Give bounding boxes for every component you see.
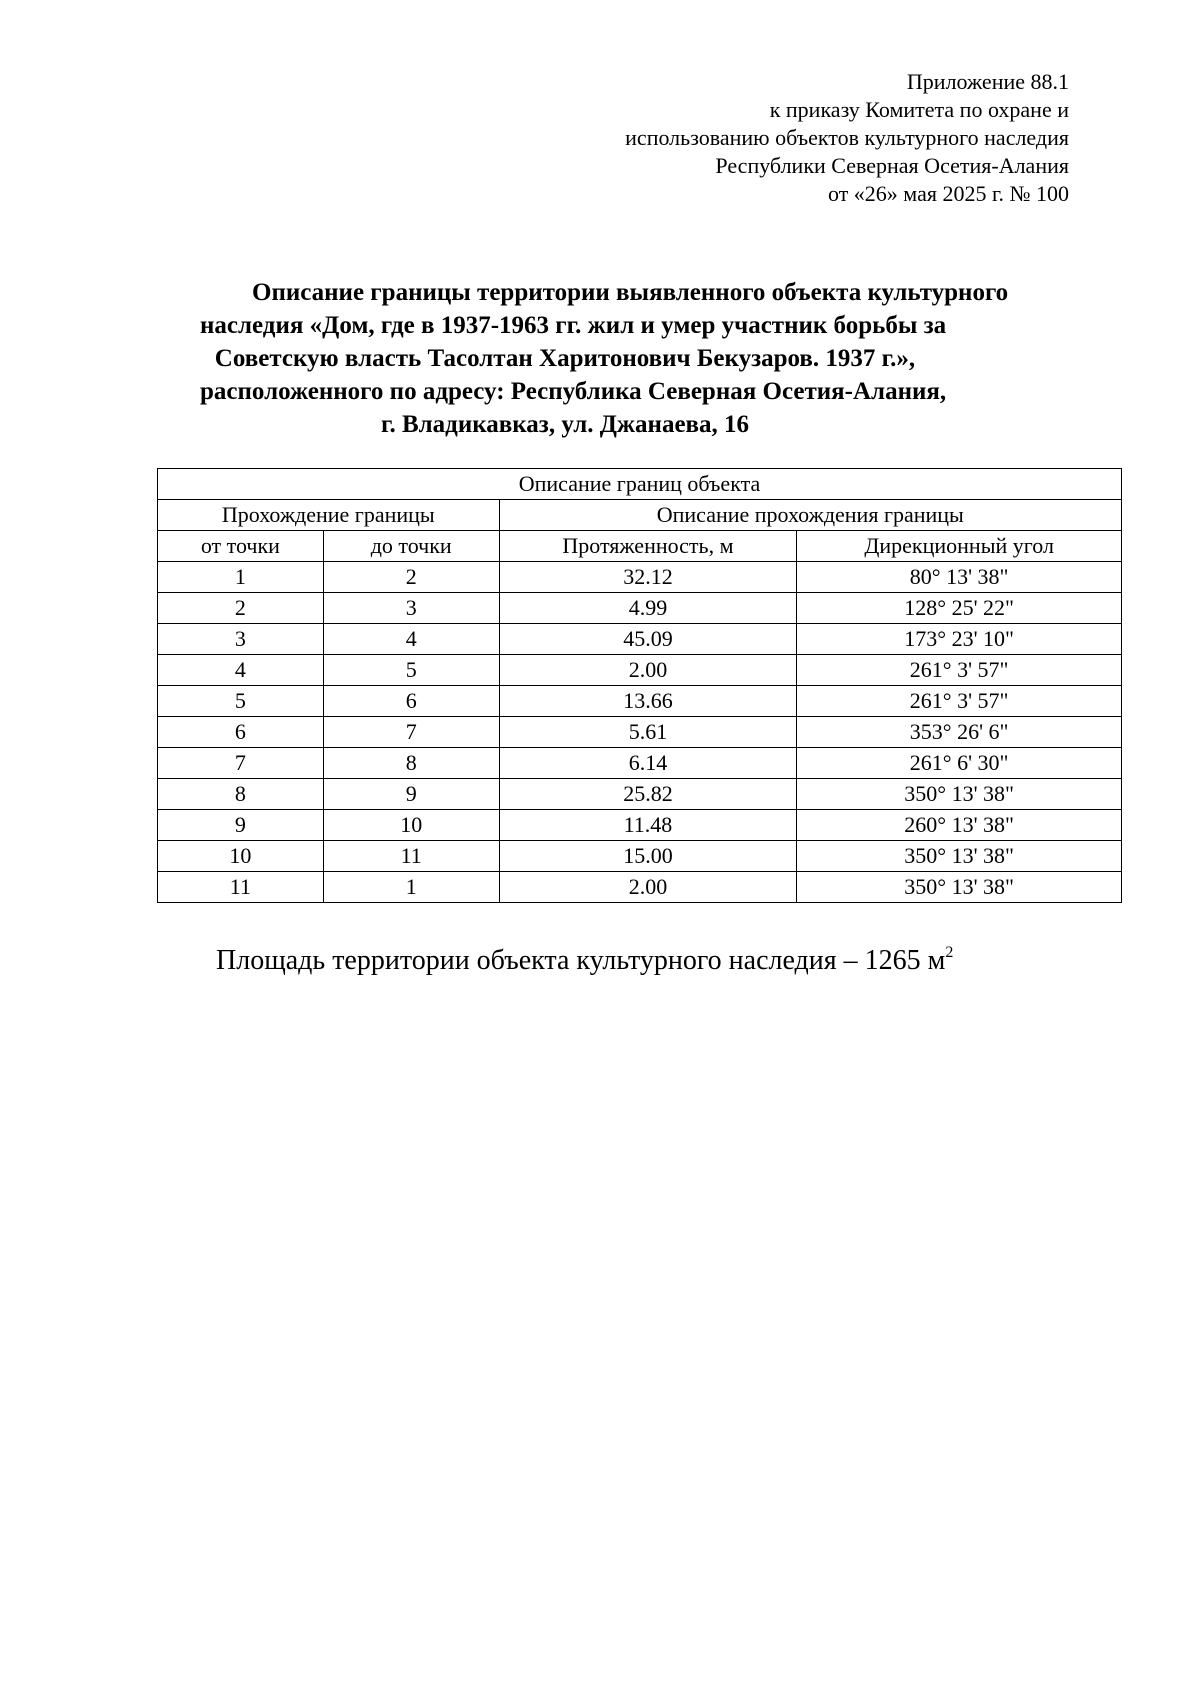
- appendix-header: [469, 68, 1069, 208]
- appendix-line: использованию объектов культурного наследия: [625, 125, 1069, 150]
- boundary-table: [157, 468, 1122, 903]
- angle-cell: 350° 13' 38": [797, 841, 1122, 872]
- title-line: Советскую власть Тасолтан Харитонович Бекузаров. 1937 г.»,: [214, 345, 916, 372]
- table-row: [158, 872, 1122, 903]
- length-cell: 6.14: [499, 748, 797, 779]
- to-point-cell: 5: [323, 655, 499, 686]
- length-cell: 11.48: [499, 810, 797, 841]
- column-header-length: Протяженность, м: [499, 531, 797, 562]
- group-header-description: Описание прохождения границы: [499, 500, 1121, 531]
- angle-cell: 261° 3' 57": [797, 655, 1122, 686]
- from-point-cell: 10: [158, 841, 324, 872]
- table-row: [158, 655, 1122, 686]
- to-point-cell: 2: [323, 562, 499, 593]
- title-line: Описание границы территории выявленного объекта культурного: [252, 279, 1009, 306]
- to-point-cell: 3: [323, 593, 499, 624]
- table-row: [158, 748, 1122, 779]
- table-row: [158, 779, 1122, 810]
- title-line: расположенного по адресу: Республика Северная Осетия-Алания,: [200, 378, 947, 405]
- to-point-cell: 7: [323, 717, 499, 748]
- appendix-line: от «26» мая 2025 г. № 100: [827, 181, 1069, 206]
- table-row: [158, 562, 1122, 593]
- from-point-cell: 1: [158, 562, 324, 593]
- column-header-from: от точки: [158, 531, 324, 562]
- area-text: Площадь территории объекта культурного наследия – 1265 м: [216, 945, 946, 976]
- table-row: [158, 810, 1122, 841]
- angle-cell: 350° 13' 38": [797, 872, 1122, 903]
- to-point-cell: 6: [323, 686, 499, 717]
- column-header-to: до точки: [323, 531, 499, 562]
- title-line: г. Владикавказ, ул. Джанаева, 16: [380, 411, 750, 438]
- angle-cell: 353° 26' 6": [797, 717, 1122, 748]
- column-header-angle: Дирекционный угол: [797, 531, 1122, 562]
- from-point-cell: 4: [158, 655, 324, 686]
- from-point-cell: 11: [158, 872, 324, 903]
- length-cell: 15.00: [499, 841, 797, 872]
- to-point-cell: 4: [323, 624, 499, 655]
- angle-cell: 80° 13' 38": [797, 562, 1122, 593]
- to-point-cell: 9: [323, 779, 499, 810]
- to-point-cell: 10: [323, 810, 499, 841]
- from-point-cell: 7: [158, 748, 324, 779]
- area-statement: [216, 944, 953, 977]
- from-point-cell: 8: [158, 779, 324, 810]
- angle-cell: 260° 13' 38": [797, 810, 1122, 841]
- table-row: [158, 593, 1122, 624]
- group-header-passage: Прохождение границы: [158, 500, 500, 531]
- length-cell: 13.66: [499, 686, 797, 717]
- angle-cell: 261° 3' 57": [797, 686, 1122, 717]
- title-line: наследия «Дом, где в 1937-1963 гг. жил и умер участник борьбы за: [200, 312, 947, 339]
- angle-cell: 173° 23' 10": [797, 624, 1122, 655]
- appendix-line: Приложение 88.1: [906, 69, 1069, 94]
- table-row: [158, 624, 1122, 655]
- area-unit-superscript: 2: [945, 944, 954, 961]
- angle-cell: 261° 6' 30": [797, 748, 1122, 779]
- length-cell: 2.00: [499, 872, 797, 903]
- length-cell: 25.82: [499, 779, 797, 810]
- from-point-cell: 2: [158, 593, 324, 624]
- table-row: [158, 841, 1122, 872]
- table-caption: Описание границ объекта: [158, 469, 1122, 500]
- appendix-line: к приказу Комитета по охране и: [769, 97, 1069, 122]
- from-point-cell: 6: [158, 717, 324, 748]
- table-row: [158, 717, 1122, 748]
- appendix-line: Республики Северная Осетия-Алания: [715, 153, 1069, 178]
- from-point-cell: 3: [158, 624, 324, 655]
- from-point-cell: 5: [158, 686, 324, 717]
- to-point-cell: 1: [323, 872, 499, 903]
- from-point-cell: 9: [158, 810, 324, 841]
- length-cell: 2.00: [499, 655, 797, 686]
- document-title: [200, 276, 1009, 441]
- length-cell: 4.99: [499, 593, 797, 624]
- length-cell: 32.12: [499, 562, 797, 593]
- to-point-cell: 11: [323, 841, 499, 872]
- angle-cell: 350° 13' 38": [797, 779, 1122, 810]
- table-row: [158, 686, 1122, 717]
- to-point-cell: 8: [323, 748, 499, 779]
- angle-cell: 128° 25' 22": [797, 593, 1122, 624]
- length-cell: 5.61: [499, 717, 797, 748]
- length-cell: 45.09: [499, 624, 797, 655]
